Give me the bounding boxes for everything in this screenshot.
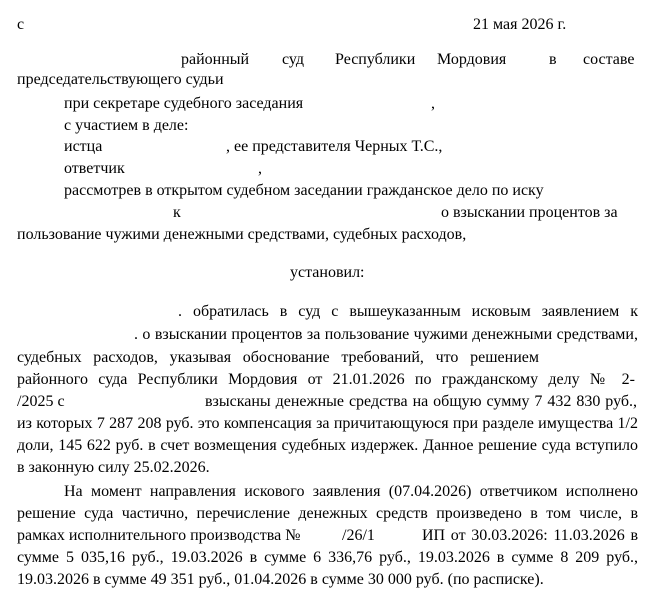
plaintiff-label: истца <box>64 138 103 155</box>
paragraph1-line4: районного суда Республики Мордовия от 21.01.2026 по гражданскому делу № 2- <box>17 371 635 388</box>
header-city <box>17 15 24 35</box>
mordovia-word: Мордовия <box>437 51 507 68</box>
claim-subject-continued: пользование чужими денежными средствами, судебных расходов, <box>17 226 467 243</box>
claim-subject: о взыскании процентов за <box>441 204 618 221</box>
composition-word: составе <box>583 51 635 68</box>
paragraph1-line6: из которых 7 287 208 руб. это компенсация за причитающуюся при разделе имущества 1/2 <box>17 415 638 432</box>
paragraph1-line5-start: /2025 с <box>17 393 65 410</box>
paragraph1-line3: судебных расходов, указывая обоснование требований, что решением <box>17 349 539 366</box>
secretary-line: при секретаре судебного заседания <box>64 95 304 112</box>
paragraph2-line5: 19.03.2026 в сумме 49 351 руб., 01.04.2026 в сумме 30 000 руб. (по расписке). <box>17 571 544 588</box>
paragraph2-line3-start: рамках исполнительного производства № <box>17 527 301 544</box>
paragraph2-line2: решение суда частично, перечисление денежных средств произведено в том числе, в <box>17 505 638 522</box>
paragraph1-line8: в законную силу 25.02.2026. <box>17 459 210 476</box>
participants-line: с участием в деле: <box>64 117 189 134</box>
paragraph2-line4: сумме 5 035,16 руб., 19.03.2026 в сумме 6 336,76 руб., 19.03.2026 в сумме 8 209 руб., <box>17 549 638 566</box>
presiding-judge: председательствующего судьи <box>17 71 224 88</box>
in-word: в <box>549 51 557 68</box>
secretary-comma: , <box>431 95 435 112</box>
paragraph2-line3-end: ИП от 30.03.2026: 11.03.2026 в <box>422 527 638 544</box>
plaintiff-representative: , ее представителя Черных Т.С., <box>226 138 443 155</box>
against-word: к <box>173 204 181 221</box>
court-name-word: районный <box>181 51 250 68</box>
paragraph1-line7: доли, 145 622 руб. в счет возмещения судебных издержек. Данное решение суда вступило <box>17 437 638 454</box>
paragraph1-line1: . обратилась в суд с вышеуказанным исковым заявлением к <box>178 303 638 320</box>
republic-word: Республики <box>335 51 416 68</box>
case-considered-line: рассмотрев в открытом судебном заседании гражданское дело по иску <box>64 182 544 199</box>
court-word: суд <box>282 51 305 68</box>
city-prefix: с <box>17 16 25 33</box>
defendant-comma: , <box>258 160 262 177</box>
defendant-label: ответчик <box>64 160 125 177</box>
paragraph1-line2: . о взыскании процентов за пользование чужими денежными средствами, <box>134 326 638 343</box>
header-date: 21 мая 2026 г. <box>473 16 567 33</box>
paragraph2-line3-mid: /26/1 <box>342 527 375 544</box>
paragraph1-line5-end: взысканы денежные средства на общую сумму 7 432 830 руб., <box>205 393 637 410</box>
paragraph2-line1: На момент направления искового заявления (07.04.2026) ответчиком исполнено <box>64 483 638 500</box>
established-heading: установил: <box>290 264 365 281</box>
